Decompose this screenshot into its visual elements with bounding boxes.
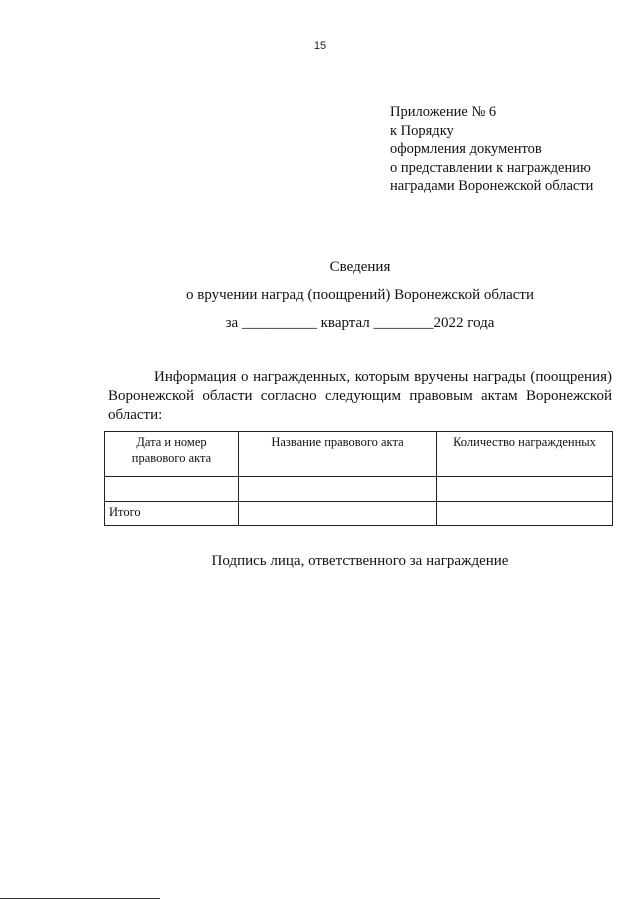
table-total-row — [105, 502, 613, 526]
total-label-cell: Итого — [105, 502, 239, 526]
table-cell — [437, 502, 613, 526]
footnote-divider — [0, 898, 160, 899]
appendix-line: о представлении к награждению — [390, 159, 591, 176]
document-subtitle: о вручении наград (поощрений) Воронежской области — [186, 287, 534, 303]
appendix-block — [390, 103, 630, 196]
document-title: Сведения — [329, 259, 391, 275]
table-cell — [239, 477, 437, 502]
table-cell — [105, 477, 239, 502]
table-header-row — [105, 432, 613, 477]
column-header-act-date-number: Дата и номер правового акта — [105, 432, 239, 477]
appendix-line: Приложение № 6 — [390, 104, 497, 120]
table-row — [105, 477, 613, 502]
column-header-awarded-count: Количество награжденных — [437, 432, 613, 477]
table-cell — [239, 502, 437, 526]
appendix-line: оформления документов — [390, 141, 542, 157]
reporting-period-line: за __________ квартал ________2022 года — [225, 315, 495, 331]
appendix-line: наградами Воронежской области — [390, 178, 594, 194]
appendix-line: к Порядку — [390, 122, 454, 139]
intro-paragraph: Информация о награжденных, которым вручены награды (поощрения) Воронежской области согласно следующим правовым актам Воронежской области: — [108, 369, 612, 423]
signature-line: Подпись лица, ответственного за награждение — [211, 553, 509, 569]
page-number: 15 — [313, 40, 327, 52]
awards-table — [104, 431, 613, 526]
table-cell — [437, 477, 613, 502]
column-header-act-name: Название правового акта — [239, 432, 437, 477]
